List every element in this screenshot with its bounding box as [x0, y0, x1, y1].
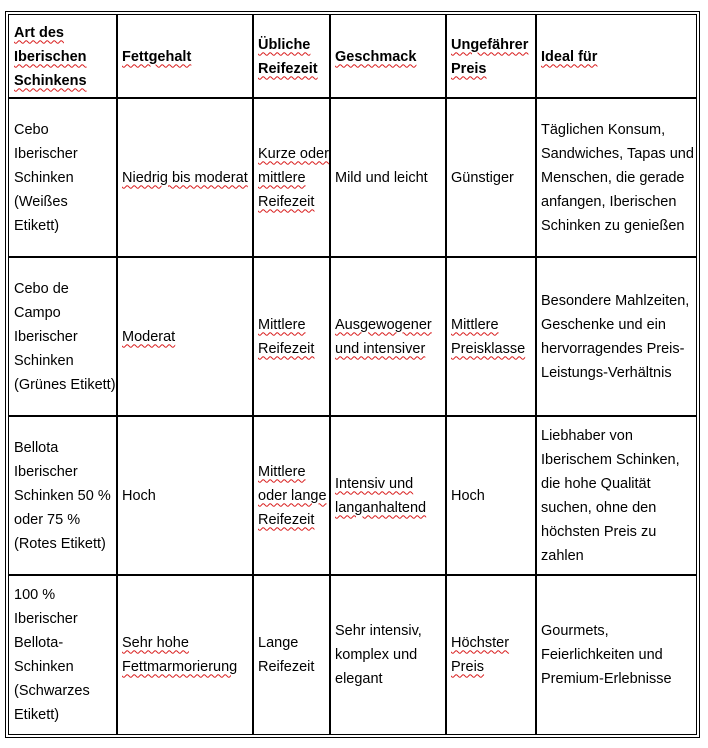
table-cell-ideal [535, 97, 697, 258]
cell-text: Ausgewogener und intensiver [335, 316, 432, 357]
cell-text: Moderat [122, 328, 176, 345]
table-cell-taste [329, 97, 447, 258]
table-cell-ripening [252, 256, 331, 417]
cell-text: Sehr intensiv, komplex und elegant [335, 622, 422, 687]
table-cell-price [445, 574, 537, 735]
table-cell-ideal [535, 415, 697, 576]
table-cell-price [445, 97, 537, 258]
header-fat-label: Fettgehalt [122, 48, 192, 65]
table-cell-ripening [252, 415, 331, 576]
header-cell-taste [329, 14, 447, 99]
table-cell-fat [116, 574, 254, 735]
cell-text: Bellota Iberischer Schinken 50 % oder 75 % (Rotes Etikett) [14, 439, 111, 552]
table-cell-taste [329, 574, 447, 735]
table-cell-type [8, 415, 118, 576]
table-cell-price [445, 415, 537, 576]
table-cell-taste [329, 256, 447, 417]
table-cell-fat [116, 415, 254, 576]
cell-text: Cebo Iberischer Schinken (Weißes Etikett) [14, 121, 78, 234]
cell-text: Intensiv und langanhaltend [335, 475, 427, 516]
table-cell-ripening [252, 574, 331, 735]
cell-text: Sehr hohe Fettmarmorierung [122, 634, 238, 675]
table-cell-taste [329, 415, 447, 576]
cell-text: 100 % Iberischer Bellota-Schinken (Schwarzes Etikett) [14, 586, 90, 723]
table-cell-ideal [535, 256, 697, 417]
table-cell-type [8, 256, 118, 417]
header-cell-price [445, 14, 537, 99]
cell-text: Gourmets, Feierlichkeiten und Premium-Erlebnisse [541, 622, 672, 687]
header-taste-label: Geschmack [335, 48, 417, 65]
cell-text: Besondere Mahlzeiten, Geschenke und ein hervorragendes Preis-Leistungs-Verhältnis [541, 292, 690, 381]
cell-text: Hoch [122, 487, 156, 504]
header-cell-ripening [252, 14, 331, 99]
cell-text: Cebo de Campo Iberischer Schinken (Grünes Etikett) [14, 280, 116, 393]
cell-text: Liebhaber von Iberischem Schinken, die hohe Qualität suchen, ohne den höchsten Preis zu zahlen [541, 427, 680, 564]
table-cell-price [445, 256, 537, 417]
table-cell-fat [116, 256, 254, 417]
header-ideal-label: Ideal für [541, 48, 598, 65]
cell-text: Lange Reifezeit [258, 634, 315, 675]
cell-text: Kurze oder mittlere Reifezeit [258, 145, 329, 210]
header-type-label: Art des Iberischen Schinkens [14, 24, 87, 89]
table-cell-ideal [535, 574, 697, 735]
cell-text: Mittlere Reifezeit [258, 316, 315, 357]
cell-text: Niedrig bis moderat [122, 169, 248, 186]
cell-text: Mittlere oder lange Reifezeit [258, 463, 327, 528]
comparison-table [5, 11, 700, 738]
header-cell-fat [116, 14, 254, 99]
table-cell-ripening [252, 97, 331, 258]
table-cell-fat [116, 97, 254, 258]
cell-text: Täglichen Konsum, Sandwiches, Tapas und Menschen, die gerade anfangen, Iberischen Schinken zu genießen [541, 121, 694, 234]
table-cell-type [8, 574, 118, 735]
header-price-label: Ungefährer Preis [451, 36, 529, 77]
cell-text: Hoch [451, 487, 485, 504]
cell-text: Höchster Preis [451, 634, 510, 675]
cell-text: Mittlere Preisklasse [451, 316, 526, 357]
header-ripening-label: Übliche Reifezeit [258, 36, 318, 77]
cell-text: Mild und leicht [335, 169, 428, 186]
table-cell-type [8, 97, 118, 258]
header-cell-type [8, 14, 118, 99]
header-cell-ideal [535, 14, 697, 99]
cell-text: Günstiger [451, 169, 514, 186]
